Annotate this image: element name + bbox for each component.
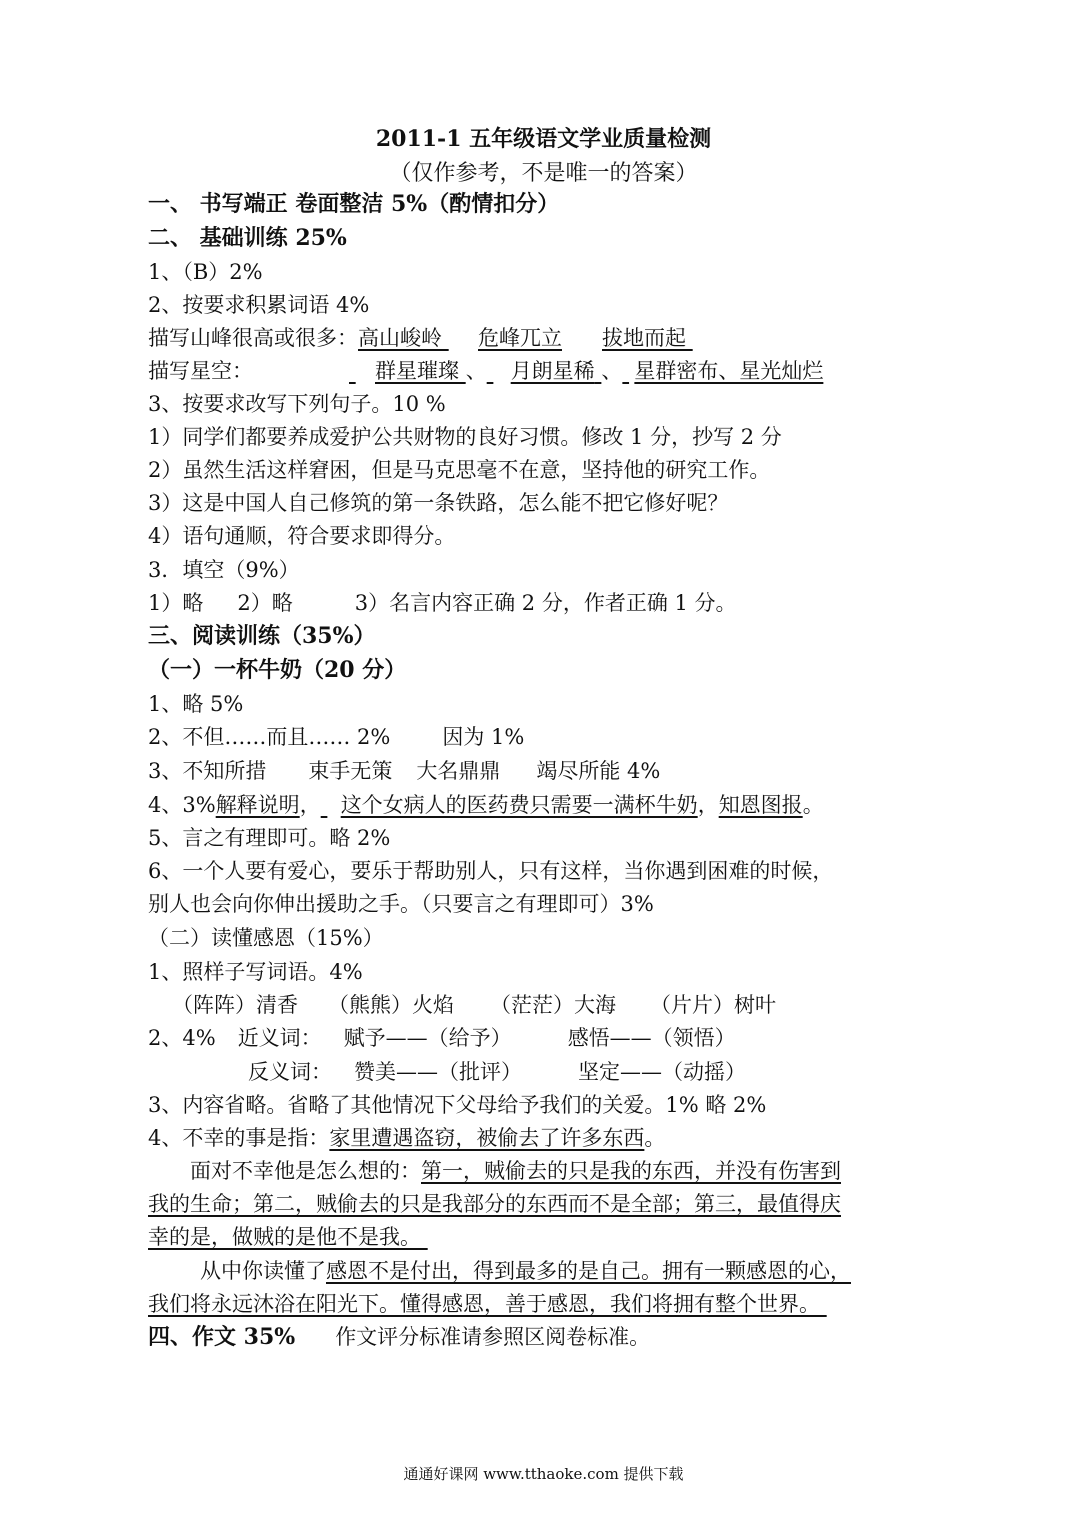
section-3-heading: 三、阅读训练（35%） [148,623,376,649]
q2-heading: 2、按要求积累词语 4% [148,293,370,317]
mountain-word: 高山峻岭 [358,326,442,350]
separator: ， [697,793,719,817]
r2-word: （熊熊）火焰 [328,993,454,1017]
q3-answer-4: 4）语句通顺，符合要求即得分。 [148,524,456,548]
separator: ， [299,793,321,817]
underlined-answer: 这个女病人的医药费只需要一满杯牛奶 [340,793,698,817]
underlined-answer: 家里遭遇盗窃，被偷去了许多东西 [329,1126,645,1150]
r2-word: （片片）树叶 [650,993,776,1017]
antonym-label: 反义词： [248,1060,332,1084]
r1-answer-5: 5、言之有理即可。略 2% [148,826,391,850]
underlined-answer: 知恩图报 [718,793,803,817]
reading-1-title: （一）一杯牛奶（20 分） [148,657,407,683]
paragraph-1-line-3 [148,1223,441,1251]
r1-answer-6a: 6、一个人要有爱心，要乐于帮助别人，只有这样，当你遇到困难的时候， [148,859,834,883]
r1-answer-6b: 别人也会向你伸出援助之手。（只要言之有理即可）3% [148,892,654,916]
r2-answer-1-words [172,991,776,1019]
section-4-line [148,1323,650,1351]
q3-answer-3: 3）这是中国人自己修筑的第一条铁路，怎么能不把它修好呢？ [148,491,729,515]
underlined-answer: 感恩不是付出，得到最多的是自己。拥有一颗感恩的心， [326,1259,851,1283]
r1-word: 束手无策 [308,759,393,783]
r1-word: 竭尽所能 4% [536,759,661,783]
q1-answer: 1、（B）2% [148,260,263,284]
synonym-label: 近义词： [237,1026,322,1050]
r1-answer-4 [148,791,824,819]
separator: 。 [644,1126,666,1150]
star-word: 月朗星稀 [510,359,595,383]
paragraph-2-line-2 [148,1290,836,1318]
r1-word: 3、不知所措 [148,759,267,783]
star-word: 星群密布、星光灿烂 [634,359,824,383]
underlined-answer: 解释说明 [215,793,300,817]
star-word: 群星璀璨 [375,359,459,383]
q4-answer: 2）略 [237,591,293,615]
paragraph-1-line-2: 我的生命；第二，贼偷去的只是我部分的东西而不是全部；第三，最值得庆 [148,1192,841,1216]
r1-answer-3 [148,757,660,785]
star-label: 描写星空： [148,359,253,383]
mountain-word: 拔地而起 [602,326,686,350]
mountain-label: 描写山峰很高或很多： [148,326,358,350]
star-words-line: 描写星空： 群星璀璨 、 月朗星稀 、 星群密布、星光灿烂 [148,359,824,383]
r2-answer-2-synonyms [148,1024,736,1052]
paragraph-2-line-1 [200,1257,851,1285]
r2-word: （阵阵）清香 [172,993,298,1017]
r2-answer-2-antonyms [248,1058,746,1086]
synonym-pair: 感悟——（领悟） [567,1026,736,1050]
reading-2-title: （二）读懂感恩（15%） [148,926,384,950]
q4-heading: 3．填空（9%） [148,558,300,582]
r2-answer-4 [148,1124,665,1152]
footer-credit: 通通好课网 www.tthaoke.com 提供下载 [403,1465,684,1483]
r1-answer-1: 1、略 5% [148,692,244,716]
r1-answer-2b: 因为 1% [442,725,525,749]
section-1-heading: 一、 书写端正 卷面整洁 5%（酌情扣分） [148,191,560,217]
r1-word: 大名鼎鼎 [416,759,501,783]
page-title: 2011-1 五年级语文学业质量检测 [375,126,712,152]
q3-answer-2: 2）虽然生活这样窘困，但是马克思毫不在意，坚持他的研究工作。 [148,458,771,482]
section-4-heading: 四、作文 35% [148,1324,296,1350]
underlined-answer: 幸的是，做贼的是他不是我。 [148,1225,421,1249]
antonym-pair: 赞美——（批评） [354,1060,522,1084]
r1-answer-2a: 2、不但……而且…… 2% [148,725,391,749]
r1-answer-4-prefix: 4、3% [148,793,216,817]
q4-answers [148,589,737,617]
r1-answer-2 [148,723,524,751]
q3-answer-1: 1）同学们都要养成爱护公共财物的良好习惯。修改 1 分，抄写 2 分 [148,425,782,449]
r2-word: （茫茫）大海 [490,993,616,1017]
underlined-answer: 第一，贼偷去的只是我的东西，并没有伤害到 [421,1159,841,1183]
section-4-note: 作文评分标准请参照区阅卷标准。 [335,1325,651,1349]
q4-answer: 1）略 [148,591,204,615]
r2-answer-3: 3、内容省略。省略了其他情况下父母给予我们的关爱。1% 略 2% [148,1093,767,1117]
antonym-pair: 坚定——（动摇） [578,1060,746,1084]
r2-answer-2-label: 2、4% [148,1026,216,1050]
synonym-pair: 赋予——（给予） [343,1026,512,1050]
paragraph-1-line-1 [190,1157,841,1185]
paragraph-1-prefix: 面对不幸他是怎么想的： [190,1159,421,1183]
r2-answer-4-prefix: 4、不幸的事是指： [148,1126,330,1150]
underlined-answer: 我们将永远沐浴在阳光下。懂得感恩，善于感恩，我们将拥有整个世界。 [148,1292,820,1316]
mountain-word: 危峰兀立 [478,326,562,350]
r2-answer-1: 1、照样子写词语。4% [148,960,363,984]
separator: 。 [802,793,824,817]
mountain-words-line [148,324,716,352]
section-2-heading: 二、 基础训练 25% [148,225,347,251]
q3-heading: 3、按要求改写下列句子。10 % [148,392,446,416]
paragraph-2-prefix: 从中你读懂了 [200,1259,326,1283]
page-subtitle: （仅作参考，不是唯一的答案） [389,161,698,186]
q4-answer: 3）名言内容正确 2 分，作者正确 1 分。 [354,591,737,615]
